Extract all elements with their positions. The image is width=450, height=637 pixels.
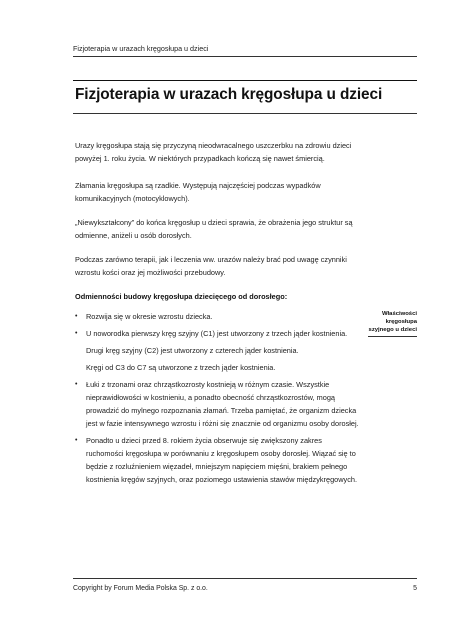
sidenote-line: szyjnego u dzieci bbox=[368, 327, 417, 333]
footer-copyright: Copyright by Forum Media Polska Sp. z o.o. bbox=[73, 585, 208, 592]
page-number: 5 bbox=[413, 585, 417, 592]
list-item-text: Ponadto u dzieci przed 8. rokiem życia obserwuje się zwiększony zakres ruchomości kręgosłupa w porównaniu z kręgosłupem osoby dorosłej. Wiązać się to będzie z rozluźnieniem więzadeł, mniejszym napięciem mięśni, brakiem pełnego kostnienia kręgów szyjnych, oraz poziomego ustawienia stawów międzykręgowych. bbox=[86, 436, 358, 484]
list-item bbox=[75, 378, 361, 430]
list-item bbox=[75, 434, 361, 486]
sidenote-line: Właściwości bbox=[381, 311, 417, 317]
section-heading: Odmienności budowy kręgosłupa dziecięcego od dorosłego: bbox=[75, 292, 288, 301]
header-rule bbox=[73, 56, 417, 57]
bullet-icon: • bbox=[75, 330, 78, 337]
title-top-rule bbox=[73, 80, 417, 81]
bullet-icon: • bbox=[75, 313, 78, 320]
paragraph: Złamania kręgosłupa są rzadkie. Występują najczęściej podczas wypadków komunikacyjnych (motocyklowych). bbox=[75, 181, 321, 203]
title-bottom-rule bbox=[73, 113, 417, 114]
paragraph: Podczas zarówno terapii, jak i leczenia ww. urazów należy brać pod uwagę czynniki wzrostu kości oraz jej możliwości przebudowy. bbox=[75, 255, 347, 277]
page-title: Fizjoterapia w urazach kręgosłupa u dzieci bbox=[75, 86, 383, 103]
sidenote-rule bbox=[368, 336, 417, 337]
bullet-icon: • bbox=[75, 437, 78, 444]
paragraph: „Niewykształcony” do końca kręgosłup u dzieci sprawia, że obrażenia jego struktur są odmienne, aniżeli u osób dorosłych. bbox=[75, 218, 353, 240]
bullet-list bbox=[75, 310, 361, 340]
bullet-list bbox=[75, 378, 361, 486]
paragraph: Urazy kręgosłupa stają się przyczyną nieodwracalnego uszczerbku na zdrowiu dzieci powyżej 1. roku życia. W niektórych przypadkach kończą się nawet śmiercią. bbox=[75, 141, 352, 163]
running-header: Fizjoterapia w urazach kręgosłupa u dzieci bbox=[73, 44, 209, 53]
sub-paragraph: Drugi kręg szyjny (C2) jest utworzony z czterech jąder kostnienia. bbox=[86, 346, 299, 355]
list-item-text: Łuki z trzonami oraz chrząstkozrosty kostnieją w różnym czasie. Wszystkie nieprawidłowości w kostnieniu, a ponadto obecność chrząstkozrostów, mogą prowadzić do mylnego rozpoznania złamań. Trzeba pamiętać, że organizm dziecka jest w fazie intensywnego wzrostu i różni się znacznie od organizmu osoby dorosłej. bbox=[86, 380, 359, 428]
sub-paragraph: Kręgi od C3 do C7 są utworzone z trzech jąder kostnienia. bbox=[86, 363, 276, 372]
list-item-text: U noworodka pierwszy kręg szyjny (C1) jest utworzony z trzech jąder kostnienia. bbox=[86, 329, 348, 338]
list-item bbox=[75, 327, 361, 340]
list-item bbox=[75, 310, 361, 323]
bullet-icon: • bbox=[75, 381, 78, 388]
list-item-text: Rozwija się w okresie wzrostu dziecka. bbox=[86, 312, 213, 321]
margin-sidenote bbox=[368, 310, 417, 334]
footer-rule bbox=[73, 578, 417, 579]
main-content bbox=[75, 139, 361, 490]
sidenote-line: kręgosłupa bbox=[385, 319, 417, 325]
